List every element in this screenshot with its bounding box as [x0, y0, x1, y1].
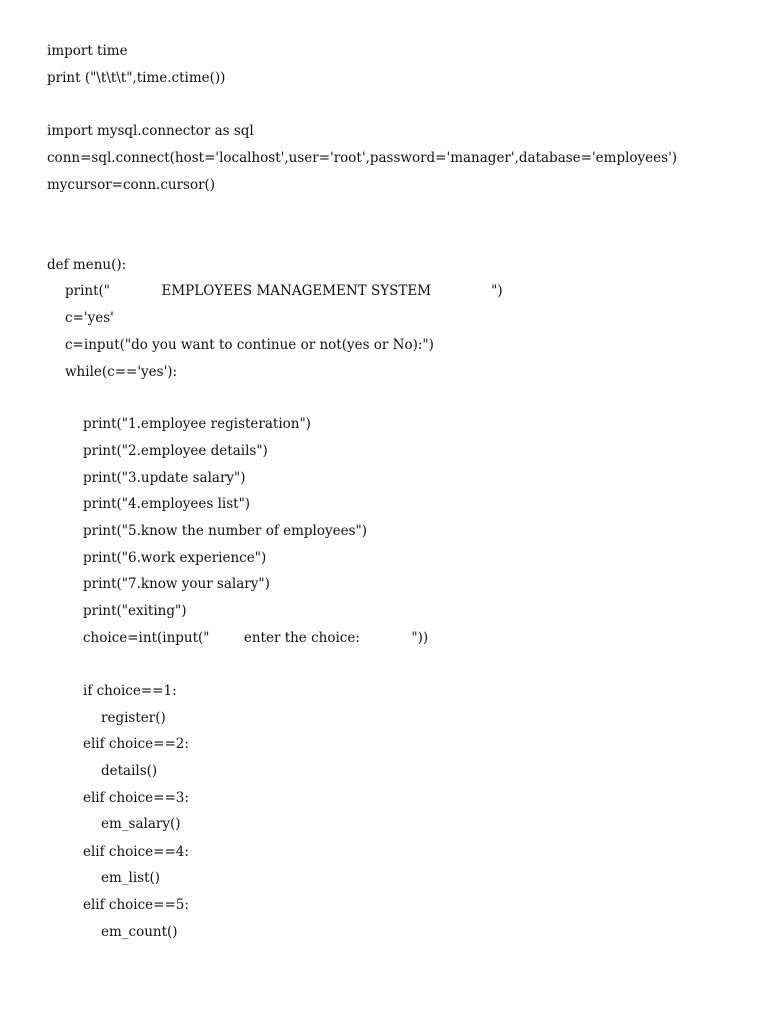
code-line-print-title: print(" EMPLOYEES MANAGEMENT SYSTEM ")	[65, 283, 503, 299]
code-line-def-menu: def menu():	[47, 257, 127, 273]
code-line-c-input: c=input("do you want to continue or not(yes or No):")	[65, 337, 434, 353]
code-line-em-list: em_list()	[101, 870, 161, 886]
code-line-cursor: mycursor=conn.cursor()	[47, 177, 216, 193]
code-line-choice-input: choice=int(input(" enter the choice: "))	[83, 630, 429, 646]
code-line-if-choice-1: if choice==1:	[83, 683, 177, 699]
code-line-details: details()	[101, 763, 158, 779]
code-line-import-mysql: import mysql.connector as sql	[47, 123, 254, 139]
code-line-print-5: print("5.know the number of employees")	[83, 523, 368, 539]
code-line-print-exiting: print("exiting")	[83, 603, 187, 619]
code-line-print-4: print("4.employees list")	[83, 496, 251, 512]
code-line-elif-choice-2: elif choice==2:	[83, 736, 189, 752]
code-line-print-3: print("3.update salary")	[83, 470, 246, 486]
code-line-c-yes: c='yes'	[65, 310, 114, 326]
code-line-conn-connect: conn=sql.connect(host='localhost',user='root',password='manager',database='employees')	[47, 150, 678, 166]
code-line-print-ctime: print ("\t\t\t",time.ctime())	[47, 70, 226, 86]
code-line-em-salary: em_salary()	[101, 816, 181, 832]
code-line-print-1: print("1.employee registeration")	[83, 416, 311, 432]
code-line-print-6: print("6.work experience")	[83, 550, 267, 566]
code-line-import-time: import time	[47, 43, 128, 59]
code-line-while: while(c=='yes'):	[65, 364, 178, 380]
code-line-print-2: print("2.employee details")	[83, 443, 268, 459]
code-line-elif-choice-5: elif choice==5:	[83, 897, 189, 913]
code-line-register: register()	[101, 710, 166, 726]
code-line-elif-choice-3: elif choice==3:	[83, 790, 189, 806]
code-line-em-count: em_count()	[101, 924, 178, 940]
code-line-print-7: print("7.know your salary")	[83, 576, 270, 592]
code-line-elif-choice-4: elif choice==4:	[83, 844, 189, 860]
